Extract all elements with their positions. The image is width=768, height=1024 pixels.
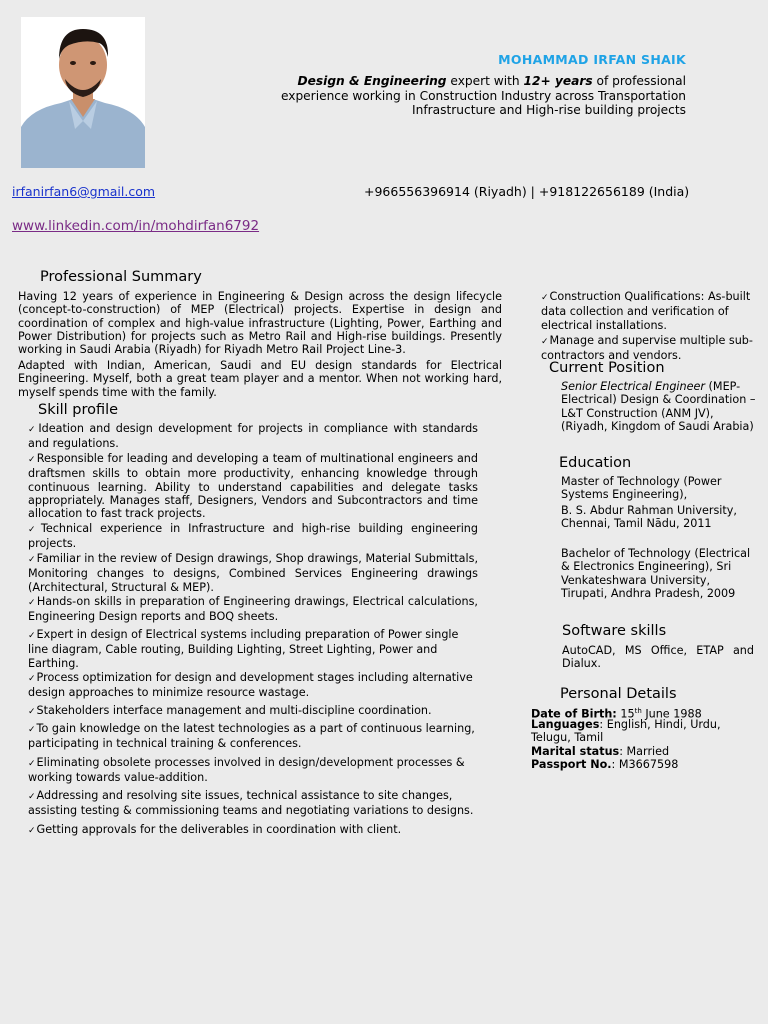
check-icon: ✓ (28, 792, 36, 802)
education-heading: Education (559, 455, 632, 471)
education-item: Master of Technology (Power Systems Engineering), (561, 475, 722, 502)
education-item: B. S. Abdur Rahman University, Chennai, Tamil Nādu, 2011 (561, 504, 737, 531)
linkedin-link[interactable]: www.linkedin.com/in/mohdirfan6792 (12, 218, 260, 234)
check-icon: ✓ (28, 525, 40, 535)
skill-item: ✓Expert in design of Electrical systems including preparation of Power single line diagram, Cable routing, Building Lighting, Street Lighting, Power and Earthing. (28, 628, 459, 670)
personal-details-heading: Personal Details (560, 686, 677, 702)
check-icon: ✓ (28, 759, 36, 769)
skill-item: ✓Ideation and design development for projects in compliance with standards and regulations. (28, 422, 478, 451)
summary-heading: Professional Summary (40, 269, 202, 285)
skill-item: ✓Process optimization for design and development stages including alternative design approaches to minimize resource wastage. (28, 671, 473, 700)
check-icon: ✓ (28, 425, 38, 435)
summary-paragraph-1: Having 12 years of experience in Engineering & Design across the design lifecycle (concept-to-construction) of MEP (Electrical) projects. Expertise in design and coordination of complex and high-value infrastructure (Lighting, Power, Earthing and Power Distribution) for projects such as Metro Rail and High-rise buildings. Presently working in Saudi Arabia (Riyadh) for Riyadh Metro Rail Project Line-3. (18, 290, 502, 357)
check-icon: ✓ (28, 826, 36, 836)
right-bullet: ✓Manage and supervise multiple sub-contractors and vendors. (541, 334, 753, 363)
current-position-details: Senior Electrical Engineer (MEP-Electrical) Design & Coordination – L&T Construction (ANM JV), (Riyadh, Kingdom of Saudi Arabia) (561, 380, 756, 433)
skill-item: ✓Stakeholders interface management and multi-discipline coordination. (28, 704, 432, 717)
skill-item: ✓Familiar in the review of Design drawings, Shop drawings, Material Submittals, Monitoring changes to designs, Combined Services Engineering drawings (Architectural, Structural & MEP). (28, 552, 478, 594)
check-icon: ✓ (28, 707, 36, 717)
check-icon: ✓ (28, 725, 36, 735)
check-icon: ✓ (28, 598, 36, 608)
skills-heading: Skill profile (38, 402, 119, 418)
tagline: Design & Engineering expert with 12+ years of professional experience working in Construction Industry across Transportation Infrastructure and High-rise building projects (280, 74, 686, 118)
summary-paragraph-2: Adapted with Indian, American, Saudi and EU design standards for Electrical Engineering. Myself, both a great team player and a mentor. When not working hard, myself spends time with the family. (18, 359, 502, 399)
skill-item: ✓Eliminating obsolete processes involved in design/development processes & working towards value-addition. (28, 756, 465, 785)
software-list: AutoCAD, MS Office, ETAP and Dialux. (562, 644, 754, 671)
skill-item: ✓Getting approvals for the deliverables in coordination with client. (28, 823, 402, 836)
skill-item: ✓Hands-on skills in preparation of Engineering drawings, Electrical calculations, Engineering Design reports and BOQ sheets. (28, 595, 478, 624)
check-icon: ✓ (28, 455, 36, 465)
phone-numbers: +966556396914 (Riyadh) | +918122656189 (India) (364, 184, 690, 199)
marital-status: Marital status: Married (531, 745, 670, 758)
passport-number: Passport No.: M3667598 (531, 758, 679, 771)
skill-item: ✓Technical experience in Infrastructure and high-rise building engineering projects. (28, 522, 478, 551)
check-icon: ✓ (541, 293, 549, 303)
check-icon: ✓ (541, 337, 549, 347)
check-icon: ✓ (28, 674, 36, 684)
check-icon: ✓ (28, 555, 36, 565)
profile-photo (21, 17, 145, 168)
date-of-birth: Date of Birth: 15th June 1988 (531, 707, 702, 721)
email-link[interactable]: irfanirfan6@gmail.com (12, 184, 156, 199)
right-bullet: ✓Construction Qualifications: As-built data collection and verification of electrical installations. (541, 290, 751, 332)
skill-item: ✓Responsible for leading and developing a team of multinational engineers and draftsmen skills to obtain more productivity, enhancing knowledge through continuous learning. Ability to understand capabilities and delegate tasks appropriately. Manages staff, Designers, Vendors and Subcontractors and time allocation to fast track projects. (28, 452, 478, 521)
skill-item: ✓Addressing and resolving site issues, technical assistance to site changes, assisting testing & commissioning teams and negotiating variations to designs. (28, 789, 474, 818)
software-heading: Software skills (562, 623, 667, 639)
skill-item: ✓To gain knowledge on the latest technologies as a part of continuous learning, participating in technical training & conferences. (28, 722, 475, 751)
candidate-name: MOHAMMAD IRFAN SHAIK (498, 52, 686, 67)
education-item: Bachelor of Technology (Electrical & Electronics Engineering), Sri Venkateshwara University, Tirupati, Andhra Pradesh, 2009 (561, 547, 751, 600)
check-icon: ✓ (28, 631, 36, 641)
languages: Languages: English, Hindi, Urdu, Telugu, Tamil (531, 718, 721, 745)
current-position-heading: Current Position (549, 360, 665, 376)
